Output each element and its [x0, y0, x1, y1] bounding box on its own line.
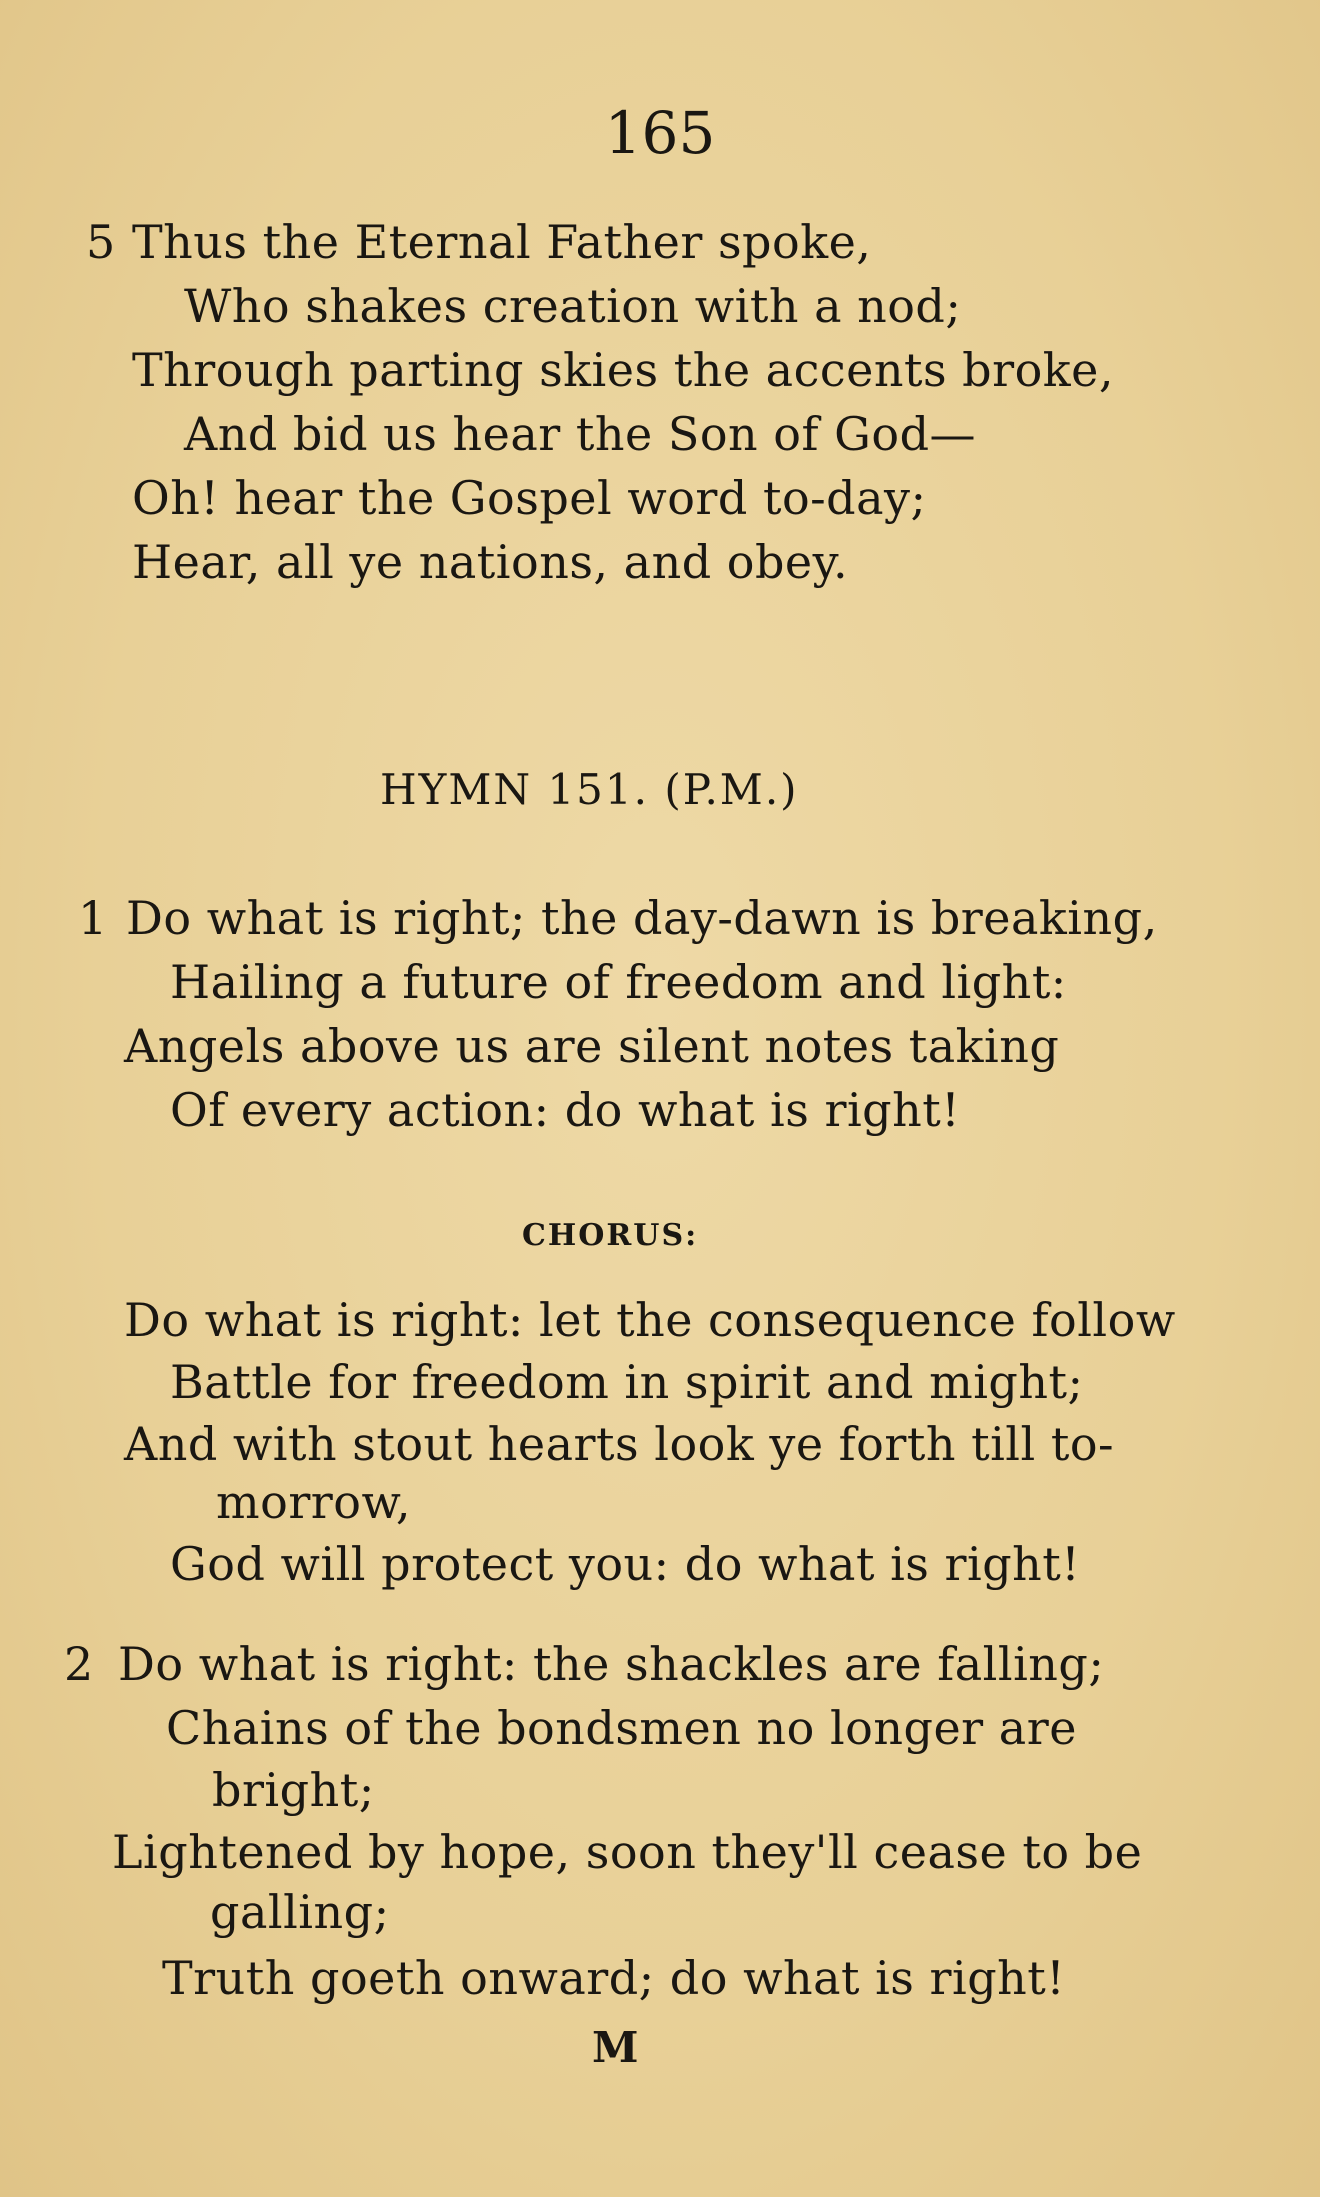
verse-line: Of every action: do what is right!	[170, 1083, 961, 1137]
verse-line: Hailing a future of freedom and light:	[170, 955, 1067, 1009]
signature-mark: M	[592, 2023, 639, 2072]
verse-line: Through parting skies the accents broke,	[132, 343, 1115, 397]
verse-line: Oh! hear the Gospel word to-day;	[132, 471, 927, 525]
verse-line: Truth goeth onward; do what is right!	[162, 1951, 1066, 2005]
page-number: 165	[604, 99, 716, 167]
verse-line: Angels above us are silent notes taking	[124, 1019, 1060, 1073]
chorus-line: And with stout hearts look ye forth till to-	[124, 1417, 1115, 1471]
chorus-line: morrow,	[216, 1475, 412, 1529]
stanza-number: 5	[86, 215, 116, 269]
verse-line: Chains of the bondsmen no longer are	[166, 1701, 1077, 1755]
chorus-label: CHORUS:	[522, 1218, 699, 1253]
chorus-line: God will protect you: do what is right!	[170, 1537, 1081, 1591]
verse-line: Who shakes creation with a nod;	[184, 279, 962, 333]
hymn-title: HYMN 151. (P.M.)	[380, 765, 799, 814]
stanza-number: 1	[78, 891, 108, 945]
chorus-line: Battle for freedom in spirit and might;	[170, 1355, 1084, 1409]
verse-line: Do what is right; the day-dawn is breaking,	[126, 891, 1158, 945]
chorus-line: Do what is right: let the consequence follow	[124, 1293, 1176, 1347]
verse-line: Thus the Eternal Father spoke,	[132, 215, 872, 269]
stanza-number: 2	[64, 1637, 94, 1691]
verse-line: galling;	[210, 1885, 390, 1939]
verse-line: Hear, all ye nations, and obey.	[132, 535, 849, 589]
verse-line: bright;	[212, 1763, 375, 1817]
verse-line: Lightened by hope, soon they'll cease to be	[112, 1825, 1143, 1879]
verse-line: Do what is right: the shackles are falling;	[118, 1637, 1105, 1691]
verse-line: And bid us hear the Son of God—	[184, 407, 977, 461]
